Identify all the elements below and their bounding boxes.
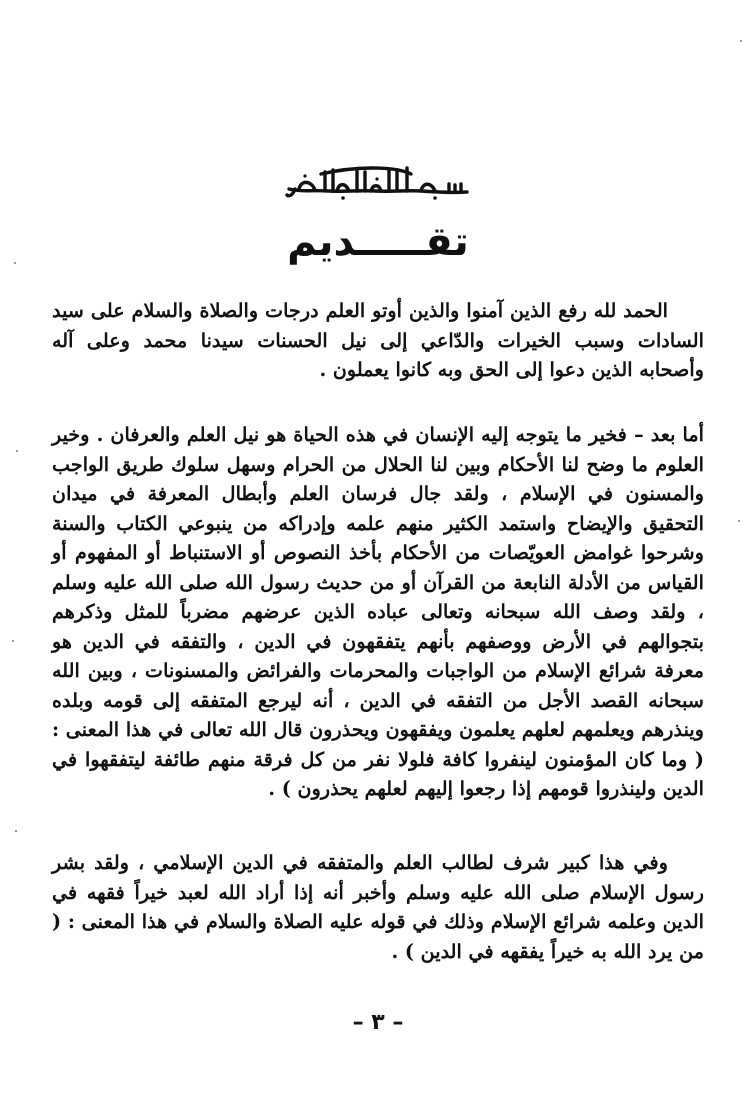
paragraph-1: الحمد لله رفع الذين آمنوا والذين أوتو العلم درجات والصلاة والسلام على سيد السادات وسبب الخيرات والدّاعي إلى نيل الحسنات سيدنا محمد وعلى آله وأصحابه الذين دعوا إلى الحق وبه كانوا يعملون .	[52, 299, 704, 381]
scan-speck	[14, 262, 16, 264]
scan-speck	[740, 40, 742, 42]
scan-speck	[15, 830, 17, 832]
paragraph-2: أما بعد – فخير ما يتوجه إليه الإنسان في هذه الحياة هو نيل العلم والعرفان . وخير العلوم ما وضح لنا الأحكام وبين لنا الحلال من الحرام وسهل سلوك طريق الواجب والمسنون في الإسلام ، ولقد جال فرسان العلم وأبطال المعرفة في ميدان التحقيق والإيضاح واستمد الكثير منهم علمه وإدراكه من ينبوعي الكتاب والسنة وشرحوا غوامض العويّصات من الأحكام بأخذ النصوص أو الاستنباط أو المفهوم أو القياس من الأدلة النابعة من القرآن أو من حديث رسول الله صلى الله عليه وسلم ، ولقد وصف الله سبحانه وتعالى عباده الذين عرضهم مضرباً للمثل وذكرهم بتجوالهم في الأرض ووصفهم بأنهم يتفقهون في الدين ، والتفقه في الدين هو معرفة شرائع الإسلام من الواجبات والمحرمات والفرائض والمسنونات ، وبين الله سبحانه القصد الأجل من التفقه في الدين ، أنه ليرجع المتفقه إلى قومه وبلده وينذرهم ويعلمهم لعلهم يعلمون ويفقهون ويحذرون قال الله تعالى في هذا المعنى : ( وما كان المؤمنون لينفروا كافة فلولا نفر من كل فرقة منهم طائفة ليتفقهوا في الدين ولينذروا قومهم إذا رجعوا إليهم لعلهم يحذرون ) .	[52, 423, 704, 800]
paragraph-3: وفي هذا كبير شرف لطالب العلم والمتفقه في الدين الإسلامي ، ولقد بشر رسول الإسلام صلى الله عليه وسلم وأخبر أنه إذا أراد الله لعبد خيراً فقهه في الدين وعلمه شرائع الإسلام وذلك في قوله عليه الصلاة والسلام في هذا المعنى : ( من يرد الله به خيراً يفقهه في الدين ) .	[52, 851, 704, 963]
section-heading: تقـــــديم	[287, 219, 469, 265]
scan-speck	[16, 450, 18, 452]
scan-speck	[12, 640, 14, 642]
page-number: – ٣ –	[352, 1010, 404, 1035]
basmala-calligraphy-icon	[285, 162, 471, 202]
scan-speck	[738, 520, 740, 522]
basmala-calligraphy	[0, 162, 756, 202]
